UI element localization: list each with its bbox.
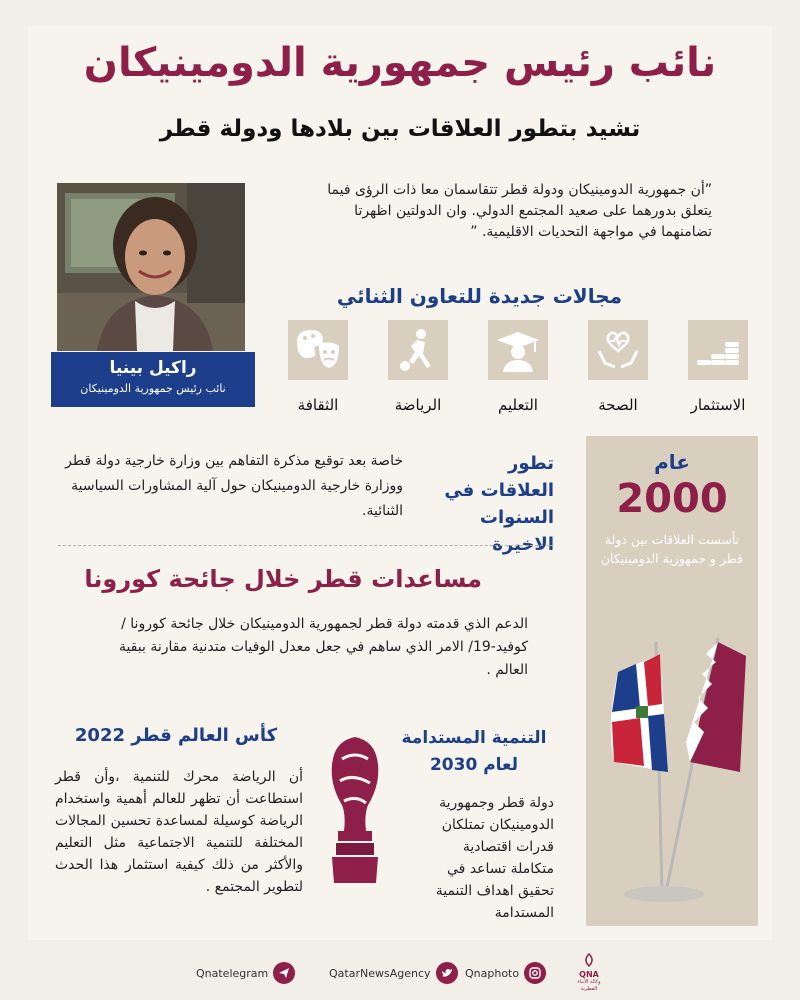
- twitter-handle: QatarNewsAgency: [329, 966, 431, 980]
- field-label-education: التعليم: [498, 396, 538, 414]
- year-text: تأسست العلاقات بين دولة قطر و جمهورية الدومينيكان: [600, 532, 744, 566]
- heart-hands-icon: [588, 320, 648, 380]
- year-label: عام: [654, 450, 690, 474]
- year-value: 2000: [616, 476, 728, 522]
- telegram-icon: [273, 962, 295, 984]
- field-label-investment: الاستثمار: [690, 396, 746, 414]
- relations-heading: تطور العلاقات في السنوات الاخيرة: [444, 453, 554, 555]
- relations-text: خاصة بعد توقيع مذكرة التفاهم بين وزارة خارجية دولة قطر ووزارة خارجية الدومينيكان حول آلية المشاورات السياسية الثنائية.: [65, 453, 403, 519]
- football-player-icon: [388, 320, 448, 380]
- twitter-icon: [436, 962, 458, 984]
- coins-icon: [688, 320, 748, 380]
- person-role: نائب رئيس جمهورية الدومينيكان: [80, 382, 226, 395]
- page-title: نائب رئيس جمهورية الدومينيكان: [83, 40, 717, 86]
- page-subtitle: تشيد بتطور العلاقات بين بلادها ودولة قطر: [159, 116, 641, 142]
- footer-twitter[interactable]: [325, 962, 458, 984]
- portrait-photo: [57, 183, 245, 351]
- worldcup-title: كأس العالم قطر 2022: [74, 725, 278, 746]
- name-card: [51, 352, 255, 407]
- instagram-handle: Qnaphoto: [465, 966, 520, 980]
- worldcup-text: أن الرياضة محرك للتنمية ،وأن قطر استطاعت أن تظهر للعالم أهمية واستخدام الرياضة كوسيلة لمساعدة تحسين المجالات المختلفة للتنمية الاجتماعية مثل التعليم والأكثر من ذلك كيفية استثمار هذا الحدث لتطوير المجتمع .: [55, 769, 303, 895]
- person-name: راكيل بينيا: [109, 358, 197, 378]
- field-label-health: الصحة: [598, 396, 638, 414]
- qna-logo: [574, 952, 604, 993]
- qna-logo-subtext: وكالة الأنباء القطرية: [577, 979, 601, 992]
- qna-logo-icon: [579, 953, 599, 967]
- corona-title: مساعدات قطر خلال جائحة كورونا: [84, 565, 482, 593]
- field-label-sports: الرياضة: [394, 396, 442, 414]
- footer-telegram[interactable]: [192, 962, 295, 984]
- sustainable-title: التنمية المستدامة لعام 2030: [401, 728, 547, 775]
- field-label-culture: الثقافة: [297, 396, 339, 414]
- instagram-icon: [524, 962, 546, 984]
- year-panel: [586, 436, 758, 926]
- quote-text: ”أن جمهورية الدومينيكان ودولة قطر تتقاسمان معا ذات الرؤى فيما يتعلق بدورهما على صعيد المجتمع الدولي. وان الدولتين اظهرتا تضامنهما في مواجهة التحديات الاقليمية. ”: [327, 182, 712, 240]
- qna-logo-text: QNA: [579, 970, 599, 979]
- cooperation-title: مجالات جديدة للتعاون الثنائي: [336, 284, 622, 308]
- flags-illustration: [598, 632, 748, 912]
- palette-masks-icon: [288, 320, 348, 380]
- graduate-icon: [488, 320, 548, 380]
- sustainable-text: دولة قطر وجمهورية الدومينيكان تمتلكان قدرات اقتصادية متكاملة تساعد في تحقيق اهداف التنمية المستدامة: [435, 795, 554, 921]
- corona-text: الدعم الذي قدمته دولة قطر لجمهورية الدومينيكان خلال جائحة كورونا /كوفيد-19/ الامر الذي ساهم في جعل معدل الوفيات متدنية مقارنة ببقية العالم .: [118, 616, 528, 678]
- world-cup-trophy-icon: [322, 735, 388, 885]
- telegram-handle: Qnatelegram: [196, 966, 269, 980]
- section-divider: [58, 545, 553, 546]
- footer-instagram[interactable]: [461, 962, 546, 984]
